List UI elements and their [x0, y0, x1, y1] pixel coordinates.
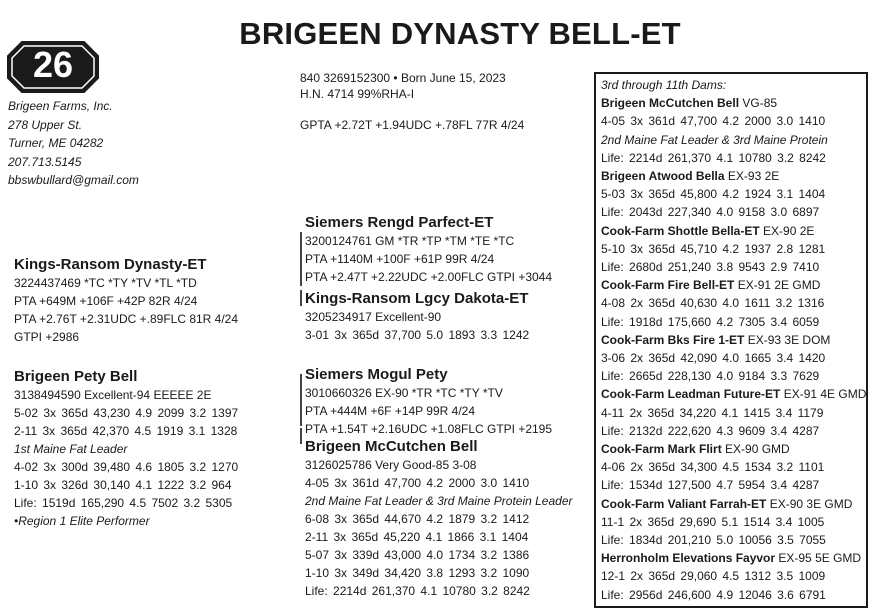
dam-entry-record: 4-06 2x 365d 34,300 4.5 1534 3.2 1101: [601, 460, 825, 475]
sire-sire-line: PTA +2.47T +2.22UDC +2.00FLC GTPI +3044: [305, 270, 553, 284]
extended-dams-box: [594, 72, 868, 608]
sire-line: PTA +649M +106F +42P 82R 4/24: [14, 294, 198, 308]
dam-entry-name: Cook-Farm Mark Flirt: [601, 442, 722, 457]
dam-entry-name: Brigeen McCutchen Bell: [601, 96, 740, 111]
dam-entry-life: Life: 1834d 201,210 5.0 10056 3.5 7055: [601, 533, 826, 548]
dam-entry-life: Life: 1534d 127,500 4.7 5954 3.4 4287: [601, 478, 820, 493]
dam-entry-name: Brigeen Atwood Bella: [601, 169, 725, 184]
contact-line: Brigeen Farms, Inc.: [8, 99, 113, 113]
dam-sire-line: 3010660326 EX-90 *TR *TC *TY *TV: [305, 386, 503, 400]
dam-entry-life: Life: 2956d 246,600 4.9 12046 3.6 6791: [601, 587, 826, 602]
dam-entry-score: EX-93 3E DOM: [744, 332, 831, 347]
page-title: BRIGEEN DYNASTY BELL-ET: [239, 16, 681, 51]
dam-entry: [601, 94, 861, 112]
dam-dam-name: Brigeen McCutchen Bell: [305, 438, 478, 455]
dam-record: 4-02 3x 300d 39,480 4.6 1805 3.2 1270: [14, 460, 239, 474]
dam-entry-life: Life: 2132d 222,620 4.3 9609 3.4 4287: [601, 423, 820, 438]
dam-entry-record: 4-08 2x 365d 40,630 4.0 1611 3.2 1316: [601, 296, 825, 311]
dam-entry: [601, 167, 861, 185]
dam-dam-record: 4-05 3x 361d 47,700 4.2 2000 3.0 1410: [305, 476, 530, 490]
dam-entry-name: Herronholm Elevations Fayvor: [601, 551, 776, 566]
dam-entry-score: EX-91 2E GMD: [734, 278, 821, 293]
dam-dam-life: Life: 2214d 261,370 4.1 10780 3.2 8242: [305, 584, 530, 598]
sire-line: GTPI +2986: [14, 330, 80, 344]
dam-life: Life: 1519d 165,290 4.5 7502 3.2 5305: [14, 496, 233, 510]
dam-entry-record: 5-03 3x 365d 45,800 4.2 1924 3.1 1404: [601, 187, 826, 202]
contact-email: bbswbullard@gmail.com: [8, 173, 139, 187]
dam-entry-life: Life: 2665d 228,130 4.0 9184 3.3 7629: [601, 369, 820, 384]
sire-dam-block: [305, 290, 529, 344]
sire-line: PTA +2.76T +2.31UDC +.89FLC 81R 4/24: [14, 312, 239, 326]
dam-note: 1st Maine Fat Leader: [14, 442, 128, 456]
sire-sire-line: PTA +1140M +100F +61P 99R 4/24: [305, 252, 495, 266]
dam-dam-record: 5-07 3x 339d 43,000 4.0 1734 3.2 1386: [305, 548, 530, 562]
dam-entry-record: 3-06 2x 365d 42,090 4.0 1665 3.4 1420: [601, 351, 826, 366]
sire-sire-name: Siemers Rengd Parfect-ET: [305, 214, 494, 231]
dam-entry-name: Cook-Farm Shottle Bella-ET: [601, 223, 760, 238]
dam-entry: [601, 385, 867, 403]
dam-entry-record: 11-1 2x 365d 29,690 5.1 1514 3.4 1005: [601, 514, 825, 529]
dam-dam-record: 2-11 3x 365d 45,220 4.1 1866 3.1 1404: [305, 530, 529, 544]
sire-name: Kings-Ransom Dynasty-ET: [14, 256, 207, 273]
dam-entry-life: Life: 2680d 251,240 3.8 9543 2.9 7410: [601, 260, 820, 275]
dam-block: [14, 368, 238, 530]
genomic-proof: GPTA +2.72T +1.94UDC +.78FL 77R 4/24: [300, 118, 525, 132]
dam-dam-block: [305, 438, 573, 600]
dam-entry-score: EX-95 5E GMD: [775, 551, 862, 566]
dam-entry-record: 4-05 3x 361d 47,700 4.2 2000 3.0 1410: [601, 114, 826, 129]
lot-number-badge: [6, 40, 100, 94]
dam-entry-score: VG-85: [739, 96, 778, 111]
dam-entry-score: EX-90 3E GMD: [766, 496, 853, 511]
dams-heading: 3rd through 11th Dams:: [601, 78, 727, 92]
contact-line: 207.713.5145: [8, 154, 82, 169]
dam-dam-record: 6-08 3x 365d 44,670 4.2 1879 3.2 1412: [305, 512, 530, 526]
sire-dam-line: 3205234917 Excellent-90: [305, 310, 442, 324]
dam-dam-line: 3126025786 Very Good-85 3-08: [305, 458, 477, 472]
dam-entry-name: Cook-Farm Bks Fire 1-ET: [601, 332, 745, 347]
pedigree-connector: [300, 374, 302, 426]
dam-sire-line: PTA +444M +6F +14P 99R 4/24: [305, 404, 476, 418]
dam-entry-life: Life: 2214d 261,370 4.1 10780 3.2 8242: [601, 150, 826, 165]
dam-entry-score: EX-93 2E: [724, 169, 780, 184]
contact-line: 278 Upper St.: [8, 117, 83, 132]
dam-record: 5-02 3x 365d 43,230 4.9 2099 3.2 1397: [14, 406, 239, 420]
dam-name: Brigeen Pety Bell: [14, 368, 138, 385]
sire-sire-block: [305, 214, 552, 286]
dam-record: 2-11 3x 365d 42,370 4.5 1919 3.1 1328: [14, 424, 238, 438]
dam-sire-name: Siemers Mogul Pety: [305, 366, 448, 383]
registration-line: H.N. 4714 99%RHA-I: [300, 87, 415, 101]
dam-line: 3138494590 Excellent-94 EEEEE 2E: [14, 388, 212, 402]
dam-sire-block: [305, 366, 552, 438]
lot-number: 26: [32, 44, 74, 85]
dam-sire-line: PTA +1.54T +2.16UDC +1.08FLC GTPI +2195: [305, 422, 553, 436]
pedigree-connector: [300, 232, 302, 286]
dam-entry: [601, 440, 861, 458]
consignor-contact: [8, 97, 139, 190]
dam-dam-note: 2nd Maine Fat Leader & 3rd Maine Protein Leader: [305, 494, 573, 508]
dam-entry-record: 12-1 2x 365d 29,060 4.5 1312 3.5 1009: [601, 569, 826, 584]
sire-block: [14, 256, 238, 346]
dam-entry-life: Life: 1918d 175,660 4.2 7305 3.4 6059: [601, 314, 820, 329]
dam-entry-life: Life: 2043d 227,340 4.0 9158 3.0 6897: [601, 205, 820, 220]
dam-entry-name: Cook-Farm Leadman Future-ET: [601, 387, 781, 402]
dam-record: 1-10 3x 326d 30,140 4.1 1222 3.2 964: [14, 478, 232, 492]
dam-entry-score: EX-90 GMD: [721, 442, 790, 457]
dam-entry-name: Cook-Farm Valiant Farrah-ET: [601, 496, 767, 511]
dam-entry-name: Cook-Farm Fire Bell-ET: [601, 278, 735, 293]
dam-entry-score: EX-90 2E: [759, 223, 815, 238]
registration-info: [300, 70, 506, 102]
dam-entry-score: EX-91 4E GMD: [780, 387, 867, 402]
dam-entry: [601, 222, 861, 240]
dam-entry-record: 5-10 3x 365d 45,710 4.2 1937 2.8 1281: [601, 241, 826, 256]
pedigree-connector: [300, 428, 302, 444]
sire-dam-name: Kings-Ransom Lgcy Dakota-ET: [305, 290, 529, 307]
dam-entry: [601, 549, 861, 567]
dam-entry: [601, 276, 861, 294]
dam-entry-record: 4-11 2x 365d 34,220 4.1 1415 3.4 1179: [601, 405, 824, 420]
dam-entry: [601, 495, 861, 513]
dam-entry: [601, 331, 861, 349]
sire-dam-record: 3-01 3x 365d 37,700 5.0 1893 3.3 1242: [305, 328, 530, 342]
sire-line: 3224437469 *TC *TY *TV *TL *TD: [14, 276, 197, 290]
registration-line: 840 3269152300 • Born June 15, 2023: [300, 71, 506, 85]
dam-dam-record: 1-10 3x 349d 34,420 3.8 1293 3.2 1090: [305, 566, 530, 580]
contact-line: Turner, ME 04282: [8, 136, 104, 150]
sire-sire-line: 3200124761 GM *TR *TP *TM *TE *TC: [305, 234, 515, 248]
pedigree-connector: [300, 290, 302, 306]
dam-entry-note: 2nd Maine Fat Leader & 3rd Maine Protein: [601, 132, 828, 147]
dam-note: •Region 1 Elite Performer: [14, 514, 150, 528]
